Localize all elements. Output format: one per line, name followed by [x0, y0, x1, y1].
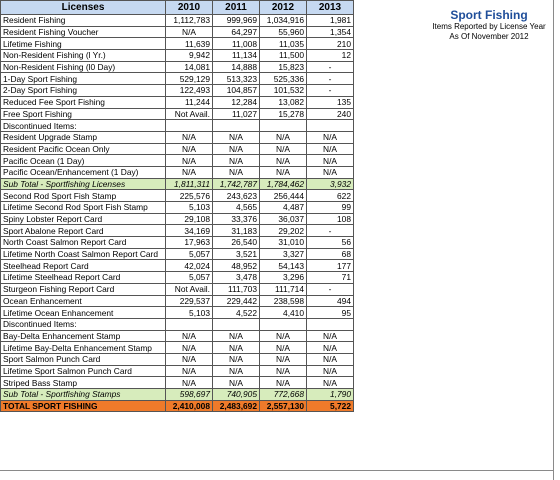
cell-2013: N/A: [307, 342, 354, 354]
cell-2012: 111,714: [260, 283, 307, 295]
cell-2013: 5,722: [307, 400, 354, 412]
cell-2013: -: [307, 73, 354, 85]
cell-2012: 1,034,916: [260, 15, 307, 27]
cell-2013: 68: [307, 248, 354, 260]
row-label: Discontinued Items:: [1, 120, 166, 132]
cell-2013: N/A: [307, 353, 354, 365]
cell-2011: 104,857: [213, 85, 260, 97]
table-row: [1, 166, 354, 178]
row-label: Ocean Enhancement: [1, 295, 166, 307]
cell-2013: 108: [307, 213, 354, 225]
cell-2011: 31,183: [213, 225, 260, 237]
cell-2010: N/A: [166, 26, 213, 38]
cell-2011: N/A: [213, 155, 260, 167]
row-label: 2-Day Sport Fishing: [1, 85, 166, 97]
cell-2012: 101,532: [260, 85, 307, 97]
row-label: Non-Resident Fishing (l Yr.): [1, 50, 166, 62]
cell-2013: 95: [307, 307, 354, 319]
cell-2012: 36,037: [260, 213, 307, 225]
cell-2010: 5,057: [166, 248, 213, 260]
cell-2013: 12: [307, 50, 354, 62]
row-label: Non-Resident Fishing (l0 Day): [1, 61, 166, 73]
cell-2012: N/A: [260, 155, 307, 167]
cell-2010: N/A: [166, 155, 213, 167]
cell-2013: N/A: [307, 155, 354, 167]
cell-2011: 740,905: [213, 389, 260, 401]
table-row: [1, 131, 354, 143]
report-subtitle: Items Reported by License Year: [432, 22, 546, 31]
row-label: Lifetime Fishing: [1, 38, 166, 50]
table-row: [1, 248, 354, 260]
cell-2013: -: [307, 225, 354, 237]
cell-2013: 622: [307, 190, 354, 202]
cell-2012: 256,444: [260, 190, 307, 202]
cell-2011: 11,027: [213, 108, 260, 120]
row-label: TOTAL SPORT FISHING: [1, 400, 166, 412]
cell-2013: [307, 318, 354, 330]
row-label: Pacific Ocean/Enhancement (1 Day): [1, 166, 166, 178]
cell-2010: 529,129: [166, 73, 213, 85]
cell-2012: 3,327: [260, 248, 307, 260]
cell-2010: 42,024: [166, 260, 213, 272]
cell-2010: N/A: [166, 131, 213, 143]
section-heading-row: [1, 318, 354, 330]
cell-2010: 229,537: [166, 295, 213, 307]
row-label: Second Rod Sport Fish Stamp: [1, 190, 166, 202]
cell-2011: N/A: [213, 342, 260, 354]
cell-2010: 9,942: [166, 50, 213, 62]
header-row: [1, 1, 354, 15]
cell-2010: 1,811,311: [166, 178, 213, 190]
cell-2010: Not Avail.: [166, 283, 213, 295]
cell-2011: 11,008: [213, 38, 260, 50]
row-label: Resident Pacific Ocean Only: [1, 143, 166, 155]
cell-2012: 1,784,462: [260, 178, 307, 190]
cell-2010: 14,081: [166, 61, 213, 73]
cell-2011: 243,623: [213, 190, 260, 202]
cell-2013: -: [307, 283, 354, 295]
cell-2013: N/A: [307, 166, 354, 178]
row-label: Lifetime Steelhead Report Card: [1, 272, 166, 284]
table-row: [1, 15, 354, 27]
row-label: Discontinued Items:: [1, 318, 166, 330]
cell-2010: 1,112,783: [166, 15, 213, 27]
table-row: [1, 85, 354, 97]
table-row: [1, 50, 354, 62]
row-label: Lifetime Ocean Enhancement: [1, 307, 166, 319]
cell-2012: N/A: [260, 365, 307, 377]
cell-2010: N/A: [166, 330, 213, 342]
cell-2010: 11,639: [166, 38, 213, 50]
row-label: Bay-Delta Enhancement Stamp: [1, 330, 166, 342]
table-row: [1, 143, 354, 155]
cell-2012: 15,823: [260, 61, 307, 73]
cell-2013: N/A: [307, 330, 354, 342]
cell-2011: N/A: [213, 143, 260, 155]
cell-2013: N/A: [307, 365, 354, 377]
table-row: [1, 365, 354, 377]
cell-2012: 15,278: [260, 108, 307, 120]
table-row: [1, 26, 354, 38]
table-row: [1, 272, 354, 284]
row-label: Resident Fishing: [1, 15, 166, 27]
cell-2012: 31,010: [260, 237, 307, 249]
cell-2011: 64,297: [213, 26, 260, 38]
row-label: Sport Abalone Report Card: [1, 225, 166, 237]
cell-2013: 1,790: [307, 389, 354, 401]
cell-2011: 4,565: [213, 202, 260, 214]
cell-2012: N/A: [260, 166, 307, 178]
cell-2013: 99: [307, 202, 354, 214]
year-2012-header: 2012: [260, 1, 307, 15]
cell-2010: 5,057: [166, 272, 213, 284]
page-bottom-border: [0, 470, 554, 471]
row-label: Lifetime Sport Salmon Punch Card: [1, 365, 166, 377]
cell-2010: [166, 318, 213, 330]
cell-2010: 598,697: [166, 389, 213, 401]
row-label: Lifetime Bay-Delta Enhancement Stamp: [1, 342, 166, 354]
year-2011-header: 2011: [213, 1, 260, 15]
cell-2013: 3,932: [307, 178, 354, 190]
cell-2010: 5,103: [166, 307, 213, 319]
cell-2013: 240: [307, 108, 354, 120]
table-row: [1, 353, 354, 365]
cell-2013: 177: [307, 260, 354, 272]
cell-2010: 17,963: [166, 237, 213, 249]
cell-2011: N/A: [213, 330, 260, 342]
report-date: As Of November 2012: [449, 32, 529, 41]
cell-2010: 5,103: [166, 202, 213, 214]
table-row: [1, 202, 354, 214]
cell-2010: 29,108: [166, 213, 213, 225]
table-row: [1, 295, 354, 307]
table-row: [1, 213, 354, 225]
table-row: [1, 38, 354, 50]
table-row: [1, 108, 354, 120]
cell-2010: N/A: [166, 353, 213, 365]
table-row: [1, 73, 354, 85]
cell-2011: 3,478: [213, 272, 260, 284]
table-row: [1, 342, 354, 354]
cell-2010: N/A: [166, 342, 213, 354]
row-label: Sub Total - Sportfishing Licenses: [1, 178, 166, 190]
cell-2012: [260, 120, 307, 132]
cell-2013: 71: [307, 272, 354, 284]
row-label: Striped Bass Stamp: [1, 377, 166, 389]
cell-2012: 772,668: [260, 389, 307, 401]
cell-2010: 11,244: [166, 96, 213, 108]
row-label: Sport Salmon Punch Card: [1, 353, 166, 365]
cell-2012: N/A: [260, 330, 307, 342]
cell-2012: 29,202: [260, 225, 307, 237]
cell-2013: [307, 120, 354, 132]
table-row: [1, 260, 354, 272]
cell-2012: 2,557,130: [260, 400, 307, 412]
cell-2011: 26,540: [213, 237, 260, 249]
cell-2013: 494: [307, 295, 354, 307]
cell-2011: 3,521: [213, 248, 260, 260]
cell-2011: [213, 120, 260, 132]
row-label: Reduced Fee Sport Fishing: [1, 96, 166, 108]
cell-2013: 1,981: [307, 15, 354, 27]
table-row: [1, 190, 354, 202]
row-label: Resident Fishing Voucher: [1, 26, 166, 38]
row-label: North Coast Salmon Report Card: [1, 237, 166, 249]
cell-2011: 2,483,692: [213, 400, 260, 412]
cell-2011: [213, 318, 260, 330]
cell-2012: 4,487: [260, 202, 307, 214]
cell-2011: 11,134: [213, 50, 260, 62]
total-row: [1, 400, 354, 412]
cell-2013: 135: [307, 96, 354, 108]
row-label: Pacific Ocean (1 Day): [1, 155, 166, 167]
cell-2011: 48,952: [213, 260, 260, 272]
cell-2012: 54,143: [260, 260, 307, 272]
cell-2012: 3,296: [260, 272, 307, 284]
cell-2013: N/A: [307, 143, 354, 155]
cell-2011: 229,442: [213, 295, 260, 307]
row-label: Free Sport Fishing: [1, 108, 166, 120]
cell-2011: 513,323: [213, 73, 260, 85]
cell-2013: -: [307, 61, 354, 73]
cell-2010: 122,493: [166, 85, 213, 97]
cell-2013: 56: [307, 237, 354, 249]
cell-2012: N/A: [260, 131, 307, 143]
table-row: [1, 307, 354, 319]
page-right-border: [553, 0, 554, 480]
section-heading-row: [1, 120, 354, 132]
report-title-block: [420, 8, 558, 42]
cell-2011: 12,284: [213, 96, 260, 108]
cell-2011: 14,888: [213, 61, 260, 73]
cell-2013: 210: [307, 38, 354, 50]
cell-2011: 111,703: [213, 283, 260, 295]
row-label: Spiny Lobster Report Card: [1, 213, 166, 225]
cell-2011: N/A: [213, 166, 260, 178]
row-label: Steelhead Report Card: [1, 260, 166, 272]
cell-2012: 238,598: [260, 295, 307, 307]
cell-2012: 13,082: [260, 96, 307, 108]
cell-2012: [260, 318, 307, 330]
cell-2012: 11,035: [260, 38, 307, 50]
cell-2011: N/A: [213, 365, 260, 377]
cell-2012: N/A: [260, 353, 307, 365]
cell-2010: 2,410,008: [166, 400, 213, 412]
report-title: Sport Fishing: [450, 8, 528, 22]
row-label: Lifetime Second Rod Sport Fish Stamp: [1, 202, 166, 214]
table-row: [1, 377, 354, 389]
cell-2010: 225,576: [166, 190, 213, 202]
cell-2011: N/A: [213, 377, 260, 389]
licenses-column-header: Licenses: [1, 1, 166, 15]
cell-2012: 525,336: [260, 73, 307, 85]
cell-2013: N/A: [307, 131, 354, 143]
cell-2011: 999,969: [213, 15, 260, 27]
cell-2012: N/A: [260, 342, 307, 354]
cell-2010: N/A: [166, 143, 213, 155]
cell-2010: N/A: [166, 166, 213, 178]
cell-2012: 55,960: [260, 26, 307, 38]
row-label: 1-Day Sport Fishing: [1, 73, 166, 85]
year-2013-header: 2013: [307, 1, 354, 15]
cell-2012: 11,500: [260, 50, 307, 62]
cell-2010: N/A: [166, 377, 213, 389]
row-label: Sturgeon Fishing Report Card: [1, 283, 166, 295]
row-label: Sub Total - Sportfishing Stamps: [1, 389, 166, 401]
cell-2012: N/A: [260, 143, 307, 155]
cell-2010: 34,169: [166, 225, 213, 237]
cell-2011: 1,742,787: [213, 178, 260, 190]
subtotal-row: [1, 389, 354, 401]
table-row: [1, 237, 354, 249]
cell-2010: N/A: [166, 365, 213, 377]
table-row: [1, 225, 354, 237]
table-row: [1, 155, 354, 167]
cell-2013: 1,354: [307, 26, 354, 38]
row-label: Lifetime North Coast Salmon Report Card: [1, 248, 166, 260]
subtotal-row: [1, 178, 354, 190]
table-body: [1, 15, 354, 412]
table-row: [1, 330, 354, 342]
cell-2011: N/A: [213, 131, 260, 143]
cell-2011: N/A: [213, 353, 260, 365]
row-label: Resident Upgrade Stamp: [1, 131, 166, 143]
cell-2011: 4,522: [213, 307, 260, 319]
table-row: [1, 96, 354, 108]
cell-2013: N/A: [307, 377, 354, 389]
table-row: [1, 283, 354, 295]
cell-2012: 4,410: [260, 307, 307, 319]
year-2010-header: 2010: [166, 1, 213, 15]
table-row: [1, 61, 354, 73]
cell-2010: Not Avail.: [166, 108, 213, 120]
cell-2012: N/A: [260, 377, 307, 389]
cell-2013: -: [307, 85, 354, 97]
cell-2010: [166, 120, 213, 132]
cell-2011: 33,376: [213, 213, 260, 225]
